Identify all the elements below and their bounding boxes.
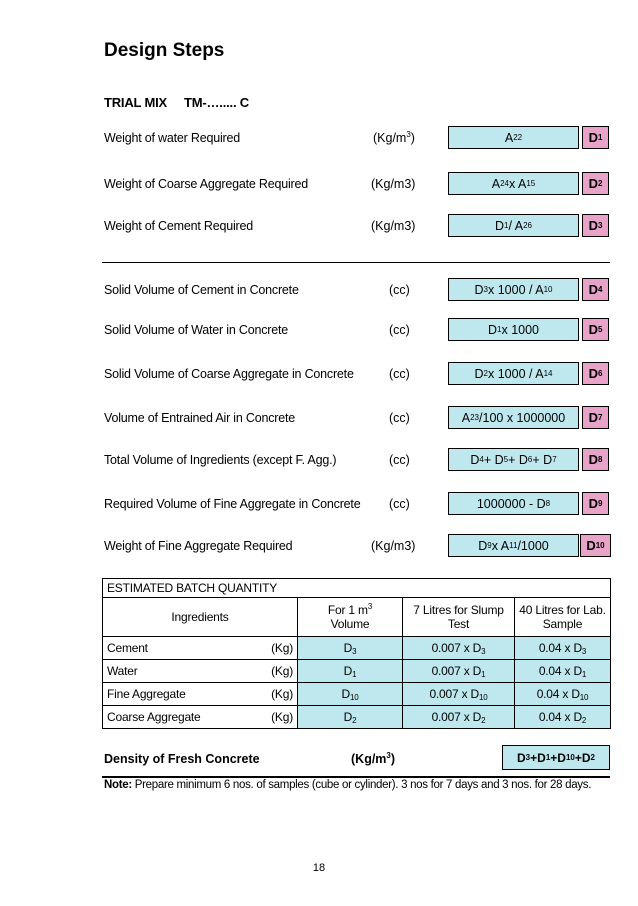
step-result-tag: D 1 [582, 126, 609, 149]
step-formula-box: A 24 x A 15 [448, 172, 579, 195]
slump-cell: 0.007 x $D_1$ [403, 660, 515, 683]
step-unit: $(Kg/m^3)$ [373, 130, 415, 145]
step-label: Weight of Coarse Aggregate Required [104, 177, 309, 191]
volume-cell: $D_2$ [298, 706, 403, 729]
section-divider [102, 262, 610, 263]
volume-cell: $D_{10}$ [298, 683, 403, 706]
step-formula-box: D 1 / A 26 [448, 214, 579, 237]
page-number: 18 [312, 862, 326, 874]
step-label: Required Volume of Fine Aggregate in Concrete [104, 497, 361, 511]
step-unit: (Kg/m3) [371, 539, 416, 553]
batch-caption: ESTIMATED BATCH QUANTITY [103, 579, 611, 598]
batch-quantity-table [102, 578, 611, 729]
step-label: Total Volume of Ingredients (except F. Agg.) [104, 453, 337, 467]
ingredient-name: Fine Aggregate [103, 683, 244, 706]
lab-cell: 0.04 x $D_2$ [515, 706, 611, 729]
step-unit: (Kg/m3) [371, 177, 416, 191]
step-result-tag: D 8 [582, 448, 609, 471]
header-lab: 40 Litres for Lab. Sample [515, 598, 611, 637]
ingredient-unit: (Kg) [243, 706, 298, 729]
step-unit: (cc) [389, 497, 410, 511]
step-result-tag: D 2 [582, 172, 609, 195]
step-formula-box: D 2 x 1000 / A 14 [448, 362, 579, 385]
step-label: Solid Volume of Coarse Aggregate in Concrete [104, 367, 354, 381]
ingredient-unit: (Kg) [243, 637, 298, 660]
batch-row [103, 683, 611, 706]
step-result-tag: D 9 [582, 492, 609, 515]
density-formula-box: D 3 +D 1 +D 10 +D 2 [502, 745, 610, 770]
ingredient-name: Water [103, 660, 244, 683]
step-unit: (cc) [389, 453, 410, 467]
step-formula-box: D 4 + D 5 + D 6 + D 7 [448, 448, 579, 471]
slump-cell: 0.007 x $D_{10}$ [403, 683, 515, 706]
density-unit: $(Kg/m^3)$ [351, 751, 396, 766]
lab-cell: 0.04 x $D_{10}$ [515, 683, 611, 706]
step-formula-box: D 1 x 1000 [448, 318, 579, 341]
step-unit: (cc) [389, 367, 410, 381]
step-formula-box: A 22 [448, 126, 579, 149]
step-label: Weight of Cement Required [104, 219, 254, 233]
note [104, 779, 591, 791]
step-unit: (cc) [389, 283, 410, 297]
trial-mix-label: TRIAL MIX [104, 95, 167, 110]
page-title: Design Steps [104, 40, 225, 61]
batch-row [103, 637, 611, 660]
trial-mix-code: TM-…..... C [184, 95, 249, 110]
batch-row [103, 706, 611, 729]
step-formula-box: D 9 x A 11 /1000 [448, 534, 579, 557]
note-divider [102, 776, 610, 778]
ingredient-unit: (Kg) [243, 660, 298, 683]
step-label: Weight of Fine Aggregate Required [104, 539, 293, 553]
volume-cell: $D_1$ [298, 660, 403, 683]
step-unit: (cc) [389, 323, 410, 337]
header-slump: 7 Litres for Slump Test [403, 598, 515, 637]
note-prefix: Note: [104, 779, 132, 791]
lab-cell: 0.04 x $D_1$ [515, 660, 611, 683]
step-result-tag: D 7 [582, 406, 609, 429]
step-formula-box: A 23 /100 x 1000000 [448, 406, 579, 429]
step-result-tag: D 10 [580, 534, 611, 557]
step-unit: (cc) [389, 411, 410, 425]
batch-row [103, 660, 611, 683]
step-result-tag: D 6 [582, 362, 609, 385]
step-label: Solid Volume of Cement in Concrete [104, 283, 299, 297]
step-label: Solid Volume of Water in Concrete [104, 323, 289, 337]
slump-cell: 0.007 x $D_2$ [403, 706, 515, 729]
step-unit: (Kg/m3) [371, 219, 416, 233]
slump-cell: 0.007 x $D_3$ [403, 637, 515, 660]
volume-cell: $D_3$ [298, 637, 403, 660]
step-result-tag: D 4 [582, 278, 609, 301]
step-result-tag: D 3 [582, 214, 609, 237]
ingredient-unit: (Kg) [243, 683, 298, 706]
ingredient-name: Coarse Aggregate [103, 706, 244, 729]
note-text: Prepare minimum 6 nos. of samples (cube or cylinder). 3 nos for 7 days and 3 nos. for 28 days. [131, 779, 592, 791]
ingredient-name: Cement [103, 637, 244, 660]
lab-cell: 0.04 x $D_3$ [515, 637, 611, 660]
density-label: Density of Fresh Concrete [104, 752, 260, 766]
step-formula-box: D 3 x 1000 / A 10 [448, 278, 579, 301]
step-label: Weight of water Required [104, 131, 241, 145]
step-label: Volume of Entrained Air in Concrete [104, 411, 296, 425]
header-volume: For 1 $m^3$ Volume [298, 598, 403, 637]
step-formula-box: 1000000 - D 8 [448, 492, 579, 515]
step-result-tag: D 5 [582, 318, 609, 341]
header-ingredients: Ingredients [103, 598, 298, 637]
